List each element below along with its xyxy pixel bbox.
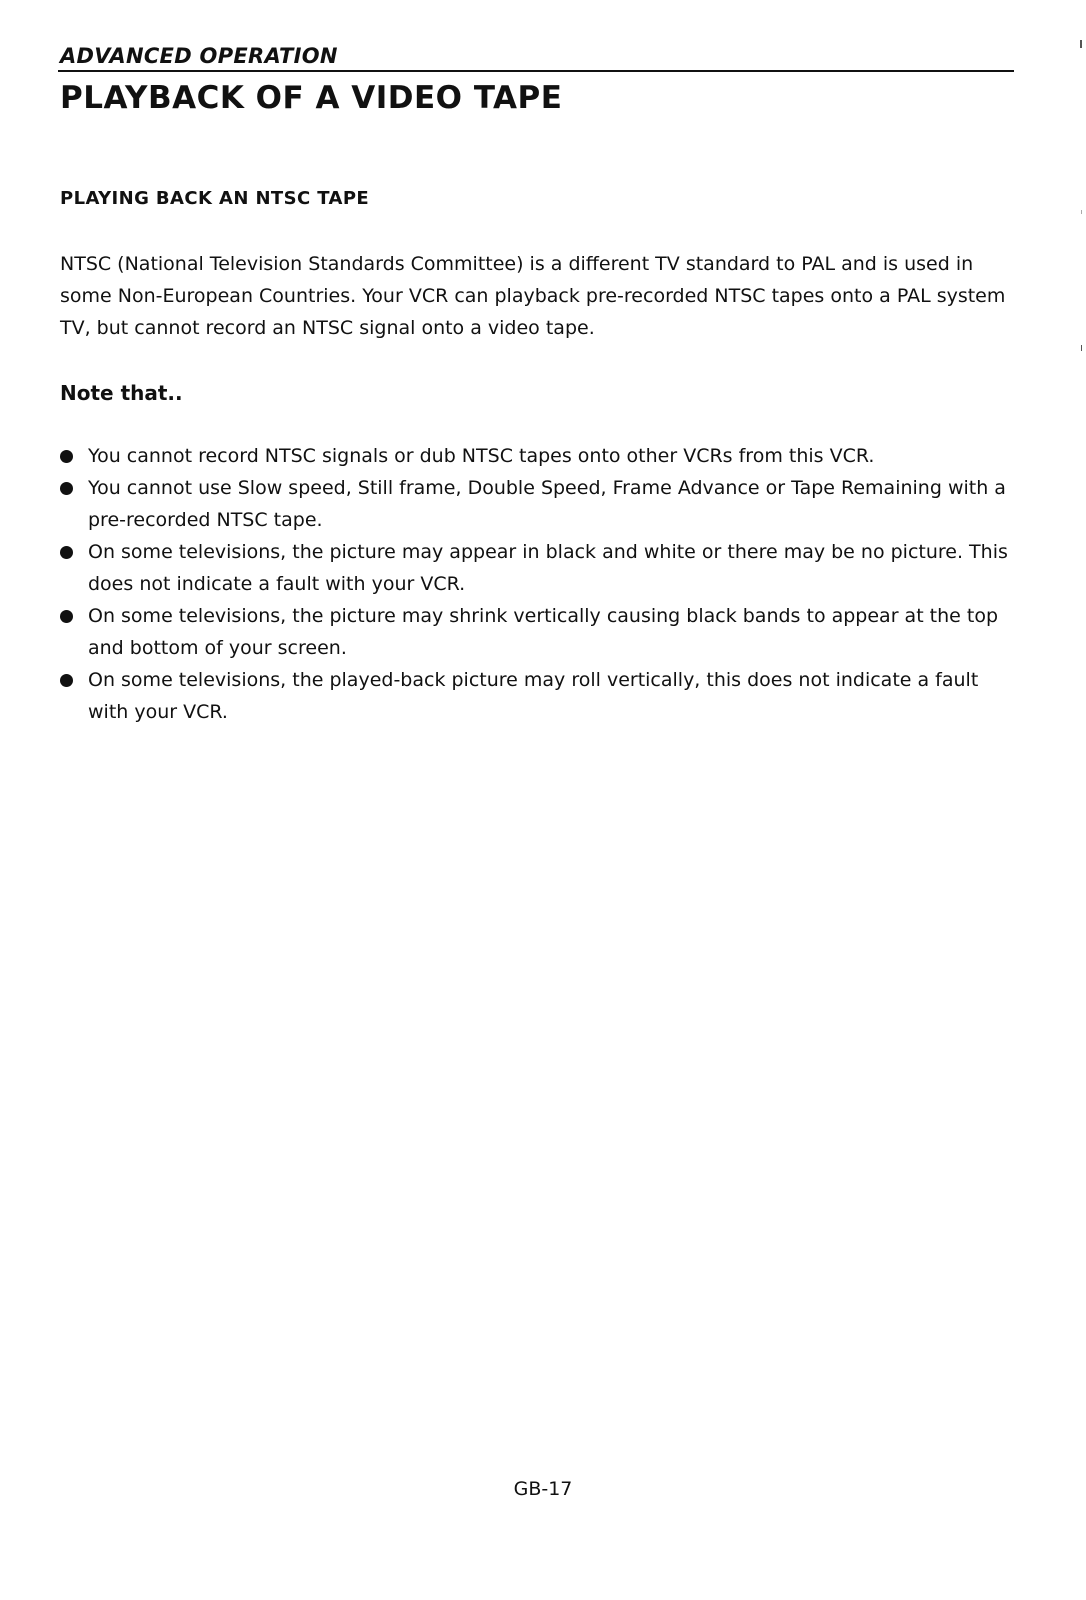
list-item-text: You cannot record NTSC signals or dub NTSC tapes onto other VCRs from this VCR. (88, 445, 875, 467)
bullet-icon (60, 482, 73, 495)
list-item-text: On some televisions, the picture may appear in black and white or there may be no picture. This does not indicate a fault with your VCR. (88, 541, 1008, 595)
list-item-text: You cannot use Slow speed, Still frame, Double Speed, Frame Advance or Tape Remaining with a pre-recorded NTSC tape. (88, 477, 1006, 531)
note-heading: Note that.. (60, 381, 183, 405)
list-item (60, 664, 1020, 728)
list-item-text: On some televisions, the picture may shrink vertically causing black bands to appear at the top and bottom of your screen. (88, 605, 999, 659)
scan-artifact (1080, 40, 1082, 48)
bullet-icon (60, 546, 73, 559)
section-label: ADVANCED OPERATION (60, 44, 338, 68)
page-title: PLAYBACK OF A VIDEO TAPE (60, 80, 563, 116)
list-item (60, 472, 1020, 536)
bullet-icon (60, 674, 73, 687)
scan-artifact (1081, 210, 1082, 214)
list-item-text: On some televisions, the played-back picture may roll vertically, this does not indicate a fault with your VCR. (88, 669, 979, 723)
list-item (60, 536, 1020, 600)
bullet-icon (60, 610, 73, 623)
subheading: PLAYING BACK AN NTSC TAPE (60, 188, 370, 209)
scan-artifact (1081, 345, 1082, 351)
note-list (60, 440, 1020, 728)
header-divider (58, 70, 1014, 72)
list-item (60, 600, 1020, 664)
intro-paragraph: NTSC (National Television Standards Committee) is a different TV standard to PAL and is used in some Non-European Countries. Your VCR can playback pre-recorded NTSC tapes onto a PAL system TV, but cannot record an NTSC signal onto a video tape. (60, 253, 1006, 339)
bullet-icon (60, 450, 73, 463)
list-item (60, 440, 1020, 472)
page-number: GB-17 (513, 1478, 573, 1500)
